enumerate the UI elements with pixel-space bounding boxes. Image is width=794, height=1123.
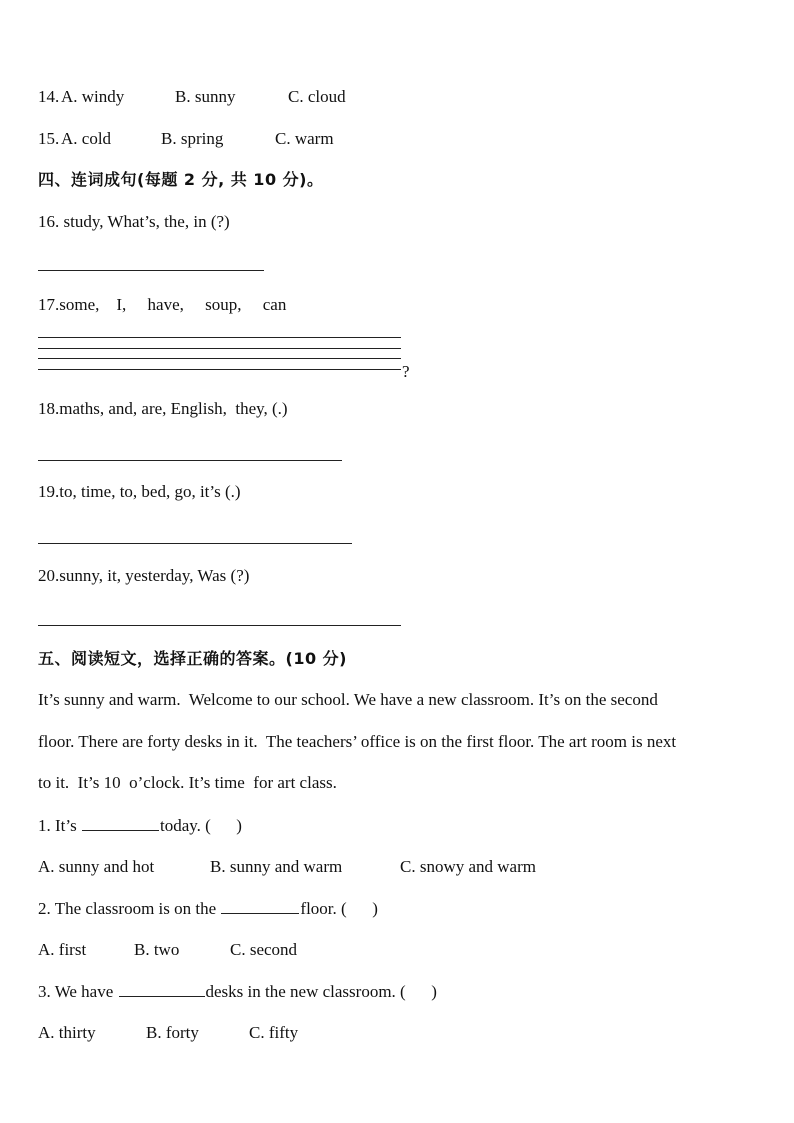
passage-line-2: floor. There are forty desks in it. The teachers’ office is on the first floor. The art room is next <box>38 732 677 751</box>
q17-answer-line-3[interactable] <box>38 358 401 359</box>
reading-q3 <box>38 980 437 1003</box>
q17-answer-line-1[interactable] <box>38 337 401 338</box>
reading-q1-text-start: 1. It’s <box>38 816 81 835</box>
reading-q2-option-c: C. second <box>230 940 298 959</box>
q17-question-mark: ? <box>402 362 410 381</box>
reading-q3-option-b: B. forty <box>146 1023 199 1042</box>
reading-q1-option-a: A. sunny and hot <box>38 857 155 876</box>
reading-q3-blank[interactable] <box>119 980 205 997</box>
q15-option-c: C. warm <box>275 129 334 148</box>
reading-q3-text-start: 3. We have <box>38 982 118 1001</box>
reading-q1-option-c: C. snowy and warm <box>400 857 536 876</box>
passage-line-1: It’s sunny and warm. Welcome to our school. We have a new classroom. It’s on the second <box>38 690 658 709</box>
q17-answer-line-4[interactable] <box>38 369 401 370</box>
q14-option-b: B. sunny <box>175 87 236 106</box>
q15-number: 15. <box>38 129 60 148</box>
reading-q3-option-c: C. fifty <box>249 1023 299 1042</box>
reading-q2-blank[interactable] <box>221 897 299 914</box>
reading-q1 <box>38 814 242 837</box>
reading-q3-text-end: desks in the new classroom. ( ) <box>205 982 437 1001</box>
q16-answer-line[interactable] <box>38 270 264 271</box>
q15-option-b: B. spring <box>161 129 224 148</box>
q20-answer-line[interactable] <box>38 625 401 626</box>
reading-q2-text-start: 2. The classroom is on the <box>38 899 221 918</box>
section-4-heading: 四、连词成句(每题 2 分, 共 10 分)。 <box>38 170 324 189</box>
reading-q1-option-b: B. sunny and warm <box>210 857 343 876</box>
q17-answer-line-2[interactable] <box>38 348 401 349</box>
q19-answer-line[interactable] <box>38 543 352 544</box>
q15-option-a: A. cold <box>61 129 112 148</box>
q20-prompt: 20.sunny, it, yesterday, Was (?) <box>38 566 250 585</box>
q18-answer-line[interactable] <box>38 460 342 461</box>
reading-q2-option-b: B. two <box>134 940 180 959</box>
reading-q1-blank[interactable] <box>82 814 159 831</box>
reading-q3-option-a: A. thirty <box>38 1023 96 1042</box>
reading-q2-text-end: floor. ( ) <box>300 899 378 918</box>
passage-line-3: to it. It’s 10 o’clock. It’s time for art class. <box>38 773 337 792</box>
reading-q2-option-a: A. first <box>38 940 87 959</box>
q14-option-c: C. cloud <box>288 87 346 106</box>
reading-q2 <box>38 897 378 920</box>
q19-prompt: 19.to, time, to, bed, go, it’s (.) <box>38 482 241 501</box>
q14-number: 14. <box>38 87 60 106</box>
section-5-heading: 五、阅读短文，选择正确的答案。(10 分) <box>38 649 347 668</box>
q16-prompt: 16. study, What’s, the, in (?) <box>38 212 230 231</box>
q18-prompt: 18.maths, and, are, English, they, (.) <box>38 399 288 418</box>
reading-q1-text-end: today. ( ) <box>159 816 242 835</box>
q14-option-a: A. windy <box>61 87 125 106</box>
q17-prompt: 17.some, I, have, soup, can <box>38 295 287 314</box>
